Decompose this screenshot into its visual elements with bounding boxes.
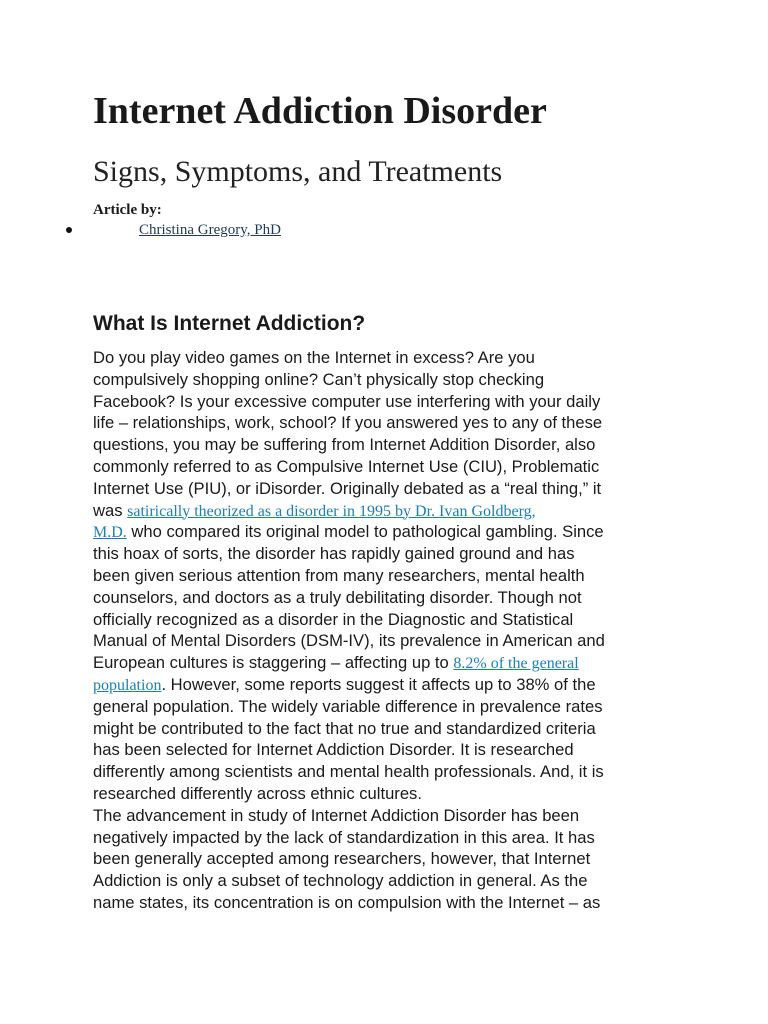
body-line: general population. The widely variable difference in prevalence rates bbox=[93, 696, 603, 716]
body-line: The advancement in study of Internet Addiction Disorder has been bbox=[93, 805, 580, 825]
body-line: Manual of Mental Disorders (DSM-IV), its prevalence in American and bbox=[93, 631, 605, 651]
body-line: researched differently across ethnic cultures. bbox=[93, 783, 422, 803]
prevalence-link[interactable]: 8.2% of the general bbox=[453, 655, 579, 673]
body-line: Facebook? Is your excessive computer use interfering with your daily bbox=[93, 391, 601, 411]
body-line bbox=[93, 674, 683, 696]
body-line: Addiction is only a subset of technology addiction in general. As the bbox=[93, 871, 588, 891]
body-line bbox=[93, 652, 683, 674]
body-text-segment: who compared its original model to pathological gambling. Since bbox=[126, 522, 604, 542]
body-line: counselors, and doctors as a truly debilitating disorder. Though not bbox=[93, 587, 582, 607]
bullet-icon bbox=[66, 227, 72, 233]
section-heading: What Is Internet Addiction? bbox=[93, 312, 366, 335]
prevalence-link-continued[interactable]: population bbox=[93, 676, 162, 694]
body-line: name states, its concentration is on compulsion with the Internet – as bbox=[93, 892, 601, 912]
body-line: has been selected for Internet Addiction Disorder. It is researched bbox=[93, 740, 574, 760]
body-line: commonly referred to as Compulsive Internet Use (CIU), Problematic bbox=[93, 456, 600, 476]
body-line: this hoax of sorts, the disorder has rapidly gained ground and has bbox=[93, 544, 575, 564]
body-line: questions, you may be suffering from Internet Addition Disorder, also bbox=[93, 435, 596, 455]
body-line: negatively impacted by the lack of standardization in this area. It has bbox=[93, 827, 595, 847]
body-line: officially recognized as a disorder in the Diagnostic and Statistical bbox=[93, 609, 574, 629]
body-line: life – relationships, work, school? If you answered yes to any of these bbox=[93, 413, 603, 433]
goldberg-link-continued[interactable]: M.D. bbox=[93, 524, 127, 542]
body-line: might be contributed to the fact that no true and standardized criteria bbox=[93, 718, 596, 738]
body-text-segment: was bbox=[93, 500, 128, 520]
article-subtitle: Signs, Symptoms, and Treatments bbox=[93, 155, 503, 188]
body-line: been generally accepted among researchers, however, that Internet bbox=[93, 849, 591, 869]
article-title: Internet Addiction Disorder bbox=[93, 90, 547, 132]
body-line: differently among scientists and mental health professionals. And, it is bbox=[93, 762, 604, 782]
goldberg-link[interactable]: satirically theorized as a disorder in 1995 by Dr. Ivan Goldberg, bbox=[127, 502, 536, 520]
body-line: been given serious attention from many researchers, mental health bbox=[93, 565, 585, 585]
article-body bbox=[93, 347, 683, 914]
author-link[interactable]: Christina Gregory, PhD bbox=[139, 222, 281, 238]
body-line: compulsively shopping online? Can’t physically stop checking bbox=[93, 369, 545, 389]
body-text-segment: . However, some reports suggest it affects up to 38% of the bbox=[161, 674, 596, 694]
body-line bbox=[93, 500, 683, 522]
body-text-segment: European cultures is staggering – affecting up to bbox=[93, 653, 454, 673]
body-line: Do you play video games on the Internet in excess? Are you bbox=[93, 348, 535, 367]
body-line bbox=[93, 521, 683, 543]
body-line: Internet Use (PIU), or iDisorder. Originally debated as a “real thing,” it bbox=[93, 478, 602, 498]
byline-label: Article by: bbox=[93, 202, 162, 218]
